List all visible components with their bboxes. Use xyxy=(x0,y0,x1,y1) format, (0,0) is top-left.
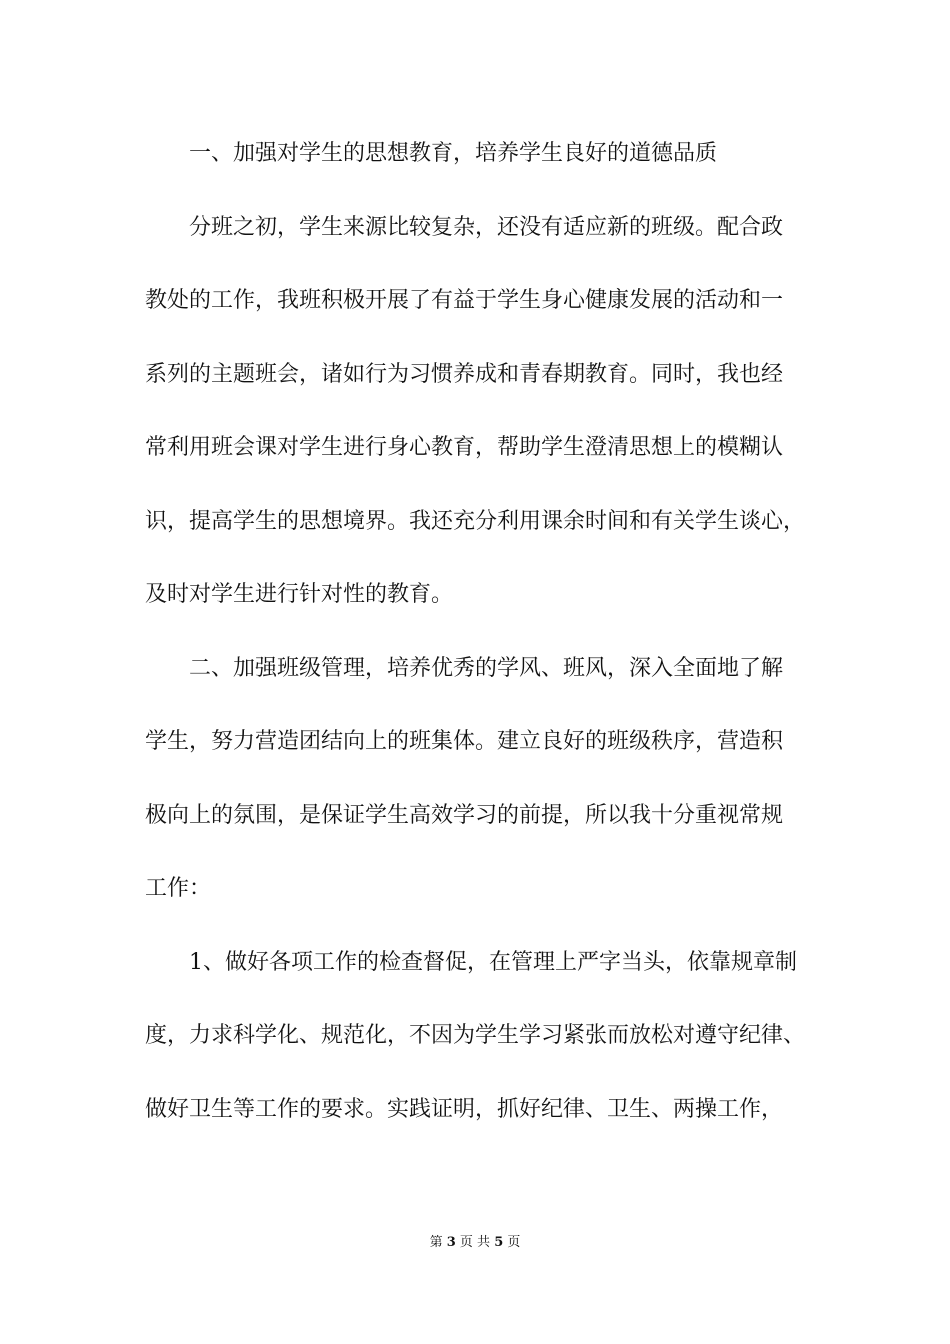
footer-prefix: 第 xyxy=(429,1235,443,1250)
paragraph-line: 学生，努力营造团结向上的班集体。建立良好的班级秩序，营造积 xyxy=(145,729,784,754)
paragraph-line: 极向上的氛围，是保证学生高效学习的前提，所以我十分重视常规 xyxy=(145,802,784,828)
footer-middle: 页 共 xyxy=(459,1235,491,1250)
paragraph-line: 分班之初，学生来源比较复杂，还没有适应新的班级。配合政 xyxy=(189,214,784,240)
paragraph-line: 系列的主题班会，诸如行为习惯养成和青春期教育。同时，我也经 xyxy=(145,361,784,387)
total-pages-number: 5 xyxy=(494,1235,504,1250)
footer-suffix: 页 xyxy=(507,1235,521,1250)
paragraph-line: 做好卫生等工作的要求。实践证明，抓好纪律、卫生、两操工作， xyxy=(145,1096,784,1122)
section-heading-1: 一、加强对学生的思想教育，培养学生良好的道德品质 xyxy=(189,141,718,166)
paragraph-line: 工作： xyxy=(145,876,212,901)
paragraph-line: 度，力求科学化、规范化，不因为学生学习紧张而放松对遵守纪律、 xyxy=(145,1023,806,1048)
paragraph-line: 识，提高学生的思想境界。我还充分利用课余时间和有关学生谈心， xyxy=(145,508,806,534)
page-footer xyxy=(0,1234,950,1252)
section-heading-2: 二、加强班级管理，培养优秀的学风、班风，深入全面地了解 xyxy=(189,655,784,681)
paragraph-line: 教处的工作，我班积极开展了有益于学生身心健康发展的活动和一 xyxy=(145,288,784,313)
paragraph-line: 及时对学生进行针对性的教育。 xyxy=(145,582,454,607)
paragraph-line: 常利用班会课对学生进行身心教育，帮助学生澄清思想上的模糊认 xyxy=(145,435,784,460)
document-body xyxy=(145,132,825,1161)
current-page-number: 3 xyxy=(446,1235,456,1250)
list-item-1: 1、做好各项工作的检查督促，在管理上严字当头，依靠规章制 xyxy=(189,949,797,975)
